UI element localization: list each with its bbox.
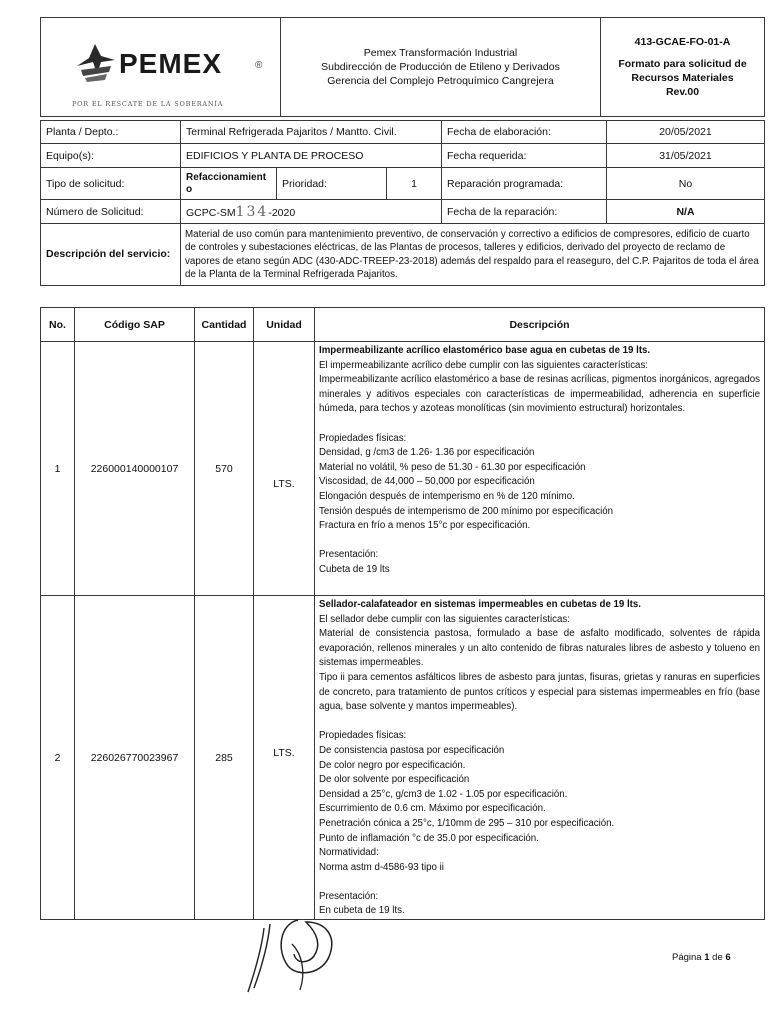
page-number: 1 <box>704 952 710 963</box>
col-header-desc: Descripción <box>315 308 765 342</box>
item-line: En cubeta de 19 lts. <box>319 905 405 917</box>
tipo-solicitud-value: Refaccionamiento <box>181 168 277 200</box>
row-unit: LTS. <box>254 596 315 920</box>
row-sap: 226000140000107 <box>75 342 195 596</box>
numero-prefix: GCPC-SM <box>186 206 236 219</box>
item-line: Tipo ii para cementos asfálticos libres de asbesto para juntas, fisuras, grietas y ranuras en superficies de concreto, para tratamiento de puntos críticos y especial para sistemas impermeables en frío (base agua, base solvente y mantos impermeables). <box>319 671 760 713</box>
item-line: De consistencia pastosa por especificación <box>319 744 505 756</box>
org-line-2: Subdirección de Producción de Etileno y Derivados <box>321 61 560 73</box>
page-total: 6 <box>725 952 731 963</box>
item-spacer <box>319 417 760 432</box>
form-title: Formato para solicitud de Recursos Materiales <box>618 58 747 84</box>
org-line-3: Gerencia del Complejo Petroquímico Cangrejera <box>327 75 554 87</box>
col-header-sap: Código SAP <box>75 308 195 342</box>
fecha-reparacion-label: Fecha de la reparación: <box>442 200 607 224</box>
item-line: Presentación: <box>319 549 379 561</box>
tipo-solicitud-label: Tipo de solicitud: <box>41 168 181 200</box>
item-line: Propiedades físicas: <box>319 730 407 742</box>
item-line: El sellador debe cumplir con las siguientes características: <box>319 613 570 625</box>
organization-block <box>281 18 601 117</box>
pemex-eagle-icon <box>71 40 119 88</box>
request-info-table <box>40 120 765 286</box>
row-qty: 570 <box>195 342 254 596</box>
col-header-unit: Unidad <box>254 308 315 342</box>
col-header-no: No. <box>41 308 75 342</box>
reparacion-programada-value: No <box>607 168 765 200</box>
fecha-requerida-label: Fecha requerida: <box>442 144 607 168</box>
col-header-qty: Cantidad <box>195 308 254 342</box>
form-code-block <box>601 18 765 117</box>
item-line: Material de consistencia pastosa, formulado a base de asfalto modificado, solventes de rápida evaporación, rellenos minerales y un alto contenido de fibras naturales libres de asbesto y tolueno en sistemas impermeables. <box>319 628 760 669</box>
logo-tagline: POR EL RESCATE DE LA SOBERANÍA <box>72 100 224 108</box>
item-title: Impermeabilizante acrílico elastomérico base agua en cubetas de 19 lts. <box>319 345 651 356</box>
prioridad-label: Prioridad: <box>277 168 387 200</box>
numero-handwritten: 134 <box>235 203 269 220</box>
descripcion-servicio-label: Descripción del servicio: <box>41 224 181 286</box>
page-word: Página <box>672 952 702 963</box>
logo-cell <box>41 18 281 117</box>
descripcion-servicio-value: Material de uso común para mantenimiento preventivo, de conservación y correctivo a edificios de compresores, edificio de cuarto de controles y subestaciones eléctricas, de las Plantas de procesos, talleres y edificios, derivado del proyecto de reclamo de vapores de etano según ADC (430-ADC-TREEP-23-2018) además del respaldo para el reaseguro, del C.P. Pajaritos de toda el área de la Planta de la Terminal Refrigerada Pajaritos. <box>181 224 765 286</box>
form-code: 413-GCAE-FO-01-A <box>634 36 731 48</box>
row-description <box>315 342 765 596</box>
numero-solicitud-label: Número de Solicitud: <box>41 200 181 224</box>
row-qty: 285 <box>195 596 254 920</box>
item-line: Viscosidad, de 44,000 – 50,000 por especificación <box>319 476 535 488</box>
row-unit: LTS. <box>254 342 315 596</box>
item-line: Densidad, g /cm3 de 1.26- 1.36 por especificación <box>319 447 535 459</box>
registered-mark: ® <box>255 60 263 71</box>
table-row <box>41 596 765 920</box>
item-line: De olor solvente por especificación <box>319 774 470 786</box>
item-line: Propiedades físicas: <box>319 432 407 444</box>
item-line: Tensión después de intemperismo de 200 mínimo por especificación <box>319 505 614 517</box>
item-line: Norma astm d-4586-93 tipo ii <box>319 861 444 873</box>
item-line: De color negro por especificación. <box>319 759 466 771</box>
handwritten-signature-icon <box>240 910 350 1000</box>
org-line-1: Pemex Transformación Industrial <box>363 47 518 59</box>
item-line: Cubeta de 19 lts <box>319 563 390 575</box>
items-table <box>40 307 765 920</box>
fecha-elaboracion-label: Fecha de elaboración: <box>442 121 607 144</box>
planta-label: Planta / Depto.: <box>41 121 181 144</box>
item-spacer <box>319 875 760 890</box>
item-line: Escurrimiento de 0.6 cm. Máximo por especificación. <box>319 803 546 815</box>
item-line: Normatividad: <box>319 847 379 859</box>
item-line: Punto de inflamación °c de 35.0 por especificación. <box>319 832 539 844</box>
row-description <box>315 596 765 920</box>
equipo-value: EDIFICIOS Y PLANTA DE PROCESO <box>181 144 442 168</box>
planta-value: Terminal Refrigerada Pajaritos / Mantto. Civil. <box>181 121 442 144</box>
item-line: Penetración cónica a 25°c, 1/10mm de 295 – 310 por especificación. <box>319 817 615 829</box>
page-counter <box>672 952 731 963</box>
pemex-logo <box>71 40 271 110</box>
table-row <box>41 342 765 596</box>
form-rev: Rev.00 <box>665 86 700 98</box>
item-spacer <box>319 534 760 549</box>
fecha-reparacion-value: N/A <box>607 200 765 224</box>
item-line: El impermeabilizante acrílico debe cumplir con las siguientes características: <box>319 359 648 371</box>
row-sap: 226026770023967 <box>75 596 195 920</box>
item-line: Impermeabilizante acrílico elastomérico a base de resinas acrílicas, pigmentos inorgánicos, agregados minerales y aditivos especiales con características de impermeabilidad, adherencia en superficie húmeda, para techos y azoteas monolíticas (sin movimiento estructural) horizontales. <box>319 374 761 415</box>
item-title: Sellador-calafateador en sistemas impermeables en cubetas de 19 lts. <box>319 599 641 610</box>
numero-suffix: -2020 <box>268 206 296 219</box>
row-no: 1 <box>41 342 75 596</box>
item-line: Elongación después de intemperismo en % de 120 mínimo. <box>319 490 575 502</box>
prioridad-value: 1 <box>387 168 442 200</box>
numero-solicitud-value <box>181 200 442 224</box>
fecha-requerida-value: 31/05/2021 <box>607 144 765 168</box>
reparacion-programada-label: Reparación programada: <box>442 168 607 200</box>
item-line: Material no volátil, % peso de 51.30 - 61.30 por especificación <box>319 461 586 473</box>
item-spacer <box>319 715 760 730</box>
row-no: 2 <box>41 596 75 920</box>
equipo-label: Equipo(s): <box>41 144 181 168</box>
item-line: Presentación: <box>319 890 379 902</box>
item-line: Densidad a 25°c, g/cm3 de 1.02 - 1.05 por especificación. <box>319 788 568 800</box>
page-of-word: de <box>712 952 723 963</box>
document-header <box>40 17 765 117</box>
fecha-elaboracion-value: 20/05/2021 <box>607 121 765 144</box>
logo-wordmark: PEMEX <box>119 48 223 79</box>
item-line: Fractura en frío a menos 15°c por especificación. <box>319 520 531 532</box>
